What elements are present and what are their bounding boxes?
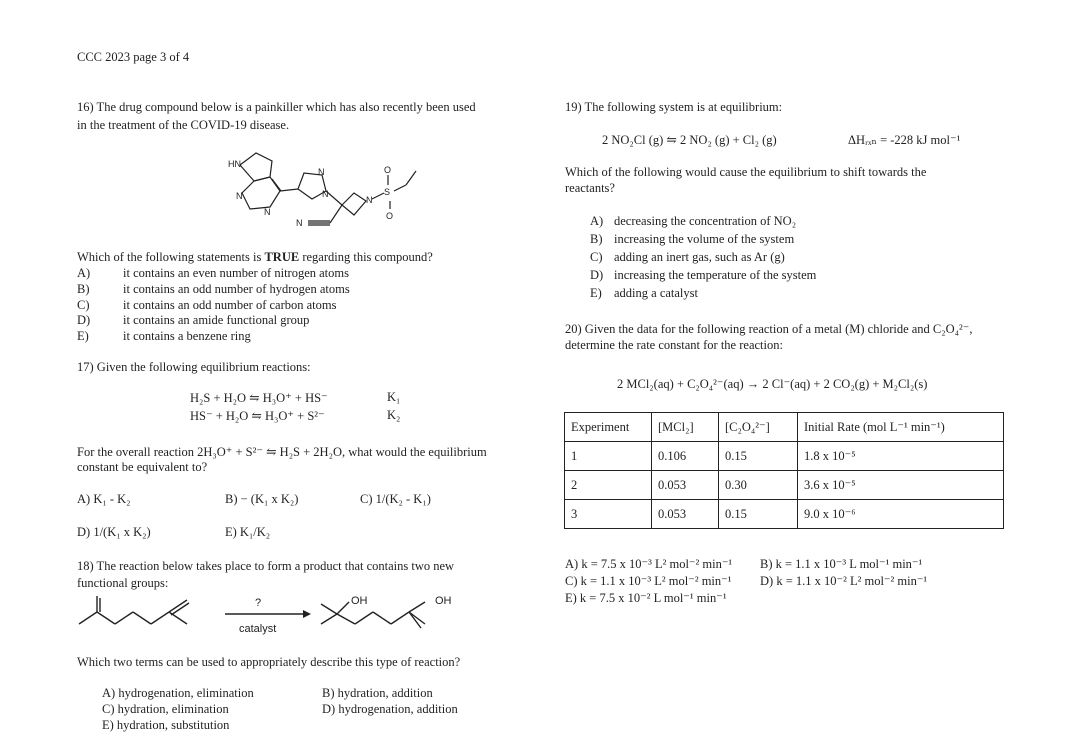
q19-stem: 19) The following system is at equilibrium: [565,100,783,114]
atom-n3: N [318,167,325,177]
page-header: CCC 2023 page 3 of 4 [77,50,190,64]
q17-question-line1: For the overall reaction 2H₃O⁺ + S²⁻ ⇋ H₂S + 2H₂O, what would the equilibrium [77,445,487,459]
q18-stem-line1: 18) The reaction below takes place to form a product that contains two new [77,559,455,573]
q16-option-e[interactable]: E) it contains a benzene ring [77,329,251,344]
q17-option-b[interactable]: B) − (K₁ x K₂) [225,492,299,506]
q18-option-b[interactable]: B) hydration, addition [322,686,433,700]
q18-stem-line2: functional groups: [77,576,169,590]
q19-equation: 2 NO₂Cl (g) ⇋ 2 NO₂ (g) + Cl₂ (g) [602,133,777,147]
arrow-reagent: ? [255,597,262,609]
q20-option-a[interactable]: A) k = 7.5 x 10⁻³ L² mol⁻² min⁻¹ [565,557,733,571]
q18-option-e[interactable]: E) hydration, substitution [102,718,230,732]
q17-option-d[interactable]: D) 1/(K₁ x K₂) [77,525,151,539]
q16-option-b[interactable]: B) it contains an odd number of hydrogen atoms [77,281,350,296]
q18-option-a[interactable]: A) hydrogenation, elimination [102,686,254,700]
atom-n4: N [322,189,329,199]
q17-option-e[interactable]: E) K₁/K₂ [225,525,271,539]
table-row [565,442,1004,471]
q17-question-line2: constant be equivalent to? [77,460,208,474]
table-header-cell: Initial Rate (mol L⁻¹ min⁻¹) [798,413,1004,442]
q20-rate-table [564,412,1004,529]
q16-question: Which of the following statements is TRUE regarding this compound? [77,250,433,264]
atom-n1: N [236,191,243,201]
atom-hn: HN [228,159,241,169]
q20-stem-line2: determine the rate constant for the reaction: [565,338,783,352]
table-cell: 0.106 [652,442,719,471]
q17-option-a[interactable]: A) K₁ - K₂ [77,492,131,506]
q18-reaction-scheme [75,592,465,640]
q19-option-d[interactable]: D) increasing the temperature of the system [590,268,817,282]
atom-o2: O [386,211,394,221]
q16-option-c[interactable]: C) it contains an odd number of carbon atoms [77,297,337,312]
oh-label-1: OH [351,595,368,607]
q20-option-c[interactable]: C) k = 1.1 x 10⁻³ L² mol⁻² min⁻¹ [565,574,732,588]
table-cell: 3 [565,500,652,529]
table-cell: 1 [565,442,652,471]
atom-o1: O [384,165,392,175]
q17-option-c[interactable]: C) 1/(K₂ - K₁) [360,492,431,506]
table-cell: 0.15 [719,442,798,471]
table-cell: 0.15 [719,500,798,529]
q19-option-c[interactable]: C) adding an inert gas, such as Ar (g) [590,250,785,264]
q19-option-b[interactable]: B) increasing the volume of the system [590,232,795,246]
atom-n6: N [296,218,303,228]
table-cell: 9.0 x 10⁻⁶ [798,500,1004,529]
table-row [565,500,1004,529]
table-cell: 0.053 [652,471,719,500]
q16-option-d[interactable]: D) it contains an amide functional group [77,313,310,328]
q20-option-e[interactable]: E) k = 7.5 x 10⁻² L mol⁻¹ min⁻¹ [565,591,727,605]
atom-s: S [384,187,391,197]
q18-option-c[interactable]: C) hydration, elimination [102,702,229,716]
q20-option-b[interactable]: B) k = 1.1 x 10⁻³ L mol⁻¹ min⁻¹ [760,557,923,571]
q16-drug-structure [220,145,430,235]
table-cell: 0.30 [719,471,798,500]
q17-reaction1: H₂S + H₂O ⇋ H₃O⁺ + HS⁻ [190,391,328,405]
arrow-catalyst: catalyst [239,623,277,635]
table-header-cell: Experiment [565,413,652,442]
q18-option-d[interactable]: D) hydrogenation, addition [322,702,458,716]
q19-question-line2: reactants? [565,181,615,195]
q16-stem-line2: in the treatment of the COVID-19 disease. [77,118,290,132]
oh-label-2: OH [435,595,452,607]
table-cell: 1.8 x 10⁻⁵ [798,442,1004,471]
q16-stem-line1: 16) The drug compound below is a painkiller which has also recently been used [77,100,476,114]
q20-option-d[interactable]: D) k = 1.1 x 10⁻² L² mol⁻² min⁻¹ [760,574,928,588]
q17-k1: K₁ [387,390,401,404]
table-header-cell: [C₂O₄²⁻] [719,413,798,442]
table-row [565,471,1004,500]
q19-option-e[interactable]: E) adding a catalyst [590,286,698,300]
q19-enthalpy: ΔHᵣₓₙ = -228 kJ mol⁻¹ [848,133,961,147]
table-header-cell: [MCl₂] [652,413,719,442]
table-cell: 3.6 x 10⁻⁵ [798,471,1004,500]
q18-question: Which two terms can be used to appropriately describe this type of reaction? [77,655,461,669]
reaction-arrow-head [303,610,311,618]
q17-stem: 17) Given the following equilibrium reactions: [77,360,311,374]
q20-stem-line1: 20) Given the data for the following reaction of a metal (M) chloride and C₂O₄²⁻, [565,322,973,336]
table-header-row [565,413,1004,442]
q19-question-line1: Which of the following would cause the equilibrium to shift towards the [565,165,927,179]
q20-equation: 2 MCl₂(aq) + C₂O₄²⁻(aq) → 2 Cl⁻(aq) + 2 CO₂(g) + M₂Cl₂(s) [617,377,928,391]
q16-options [77,266,350,345]
q19-options [590,212,816,302]
table-cell: 2 [565,471,652,500]
q17-k2: K₂ [387,408,401,422]
q19-option-a[interactable]: A) decreasing the concentration of NO₂ [590,214,797,228]
q16-option-a[interactable]: A) it contains an even number of nitrogen atoms [77,266,349,280]
atom-n5: N [366,195,373,205]
q17-reaction2: HS⁻ + H₂O ⇋ H₃O⁺ + S²⁻ [190,409,325,423]
table-cell: 0.053 [652,500,719,529]
atom-n2: N [264,207,271,217]
